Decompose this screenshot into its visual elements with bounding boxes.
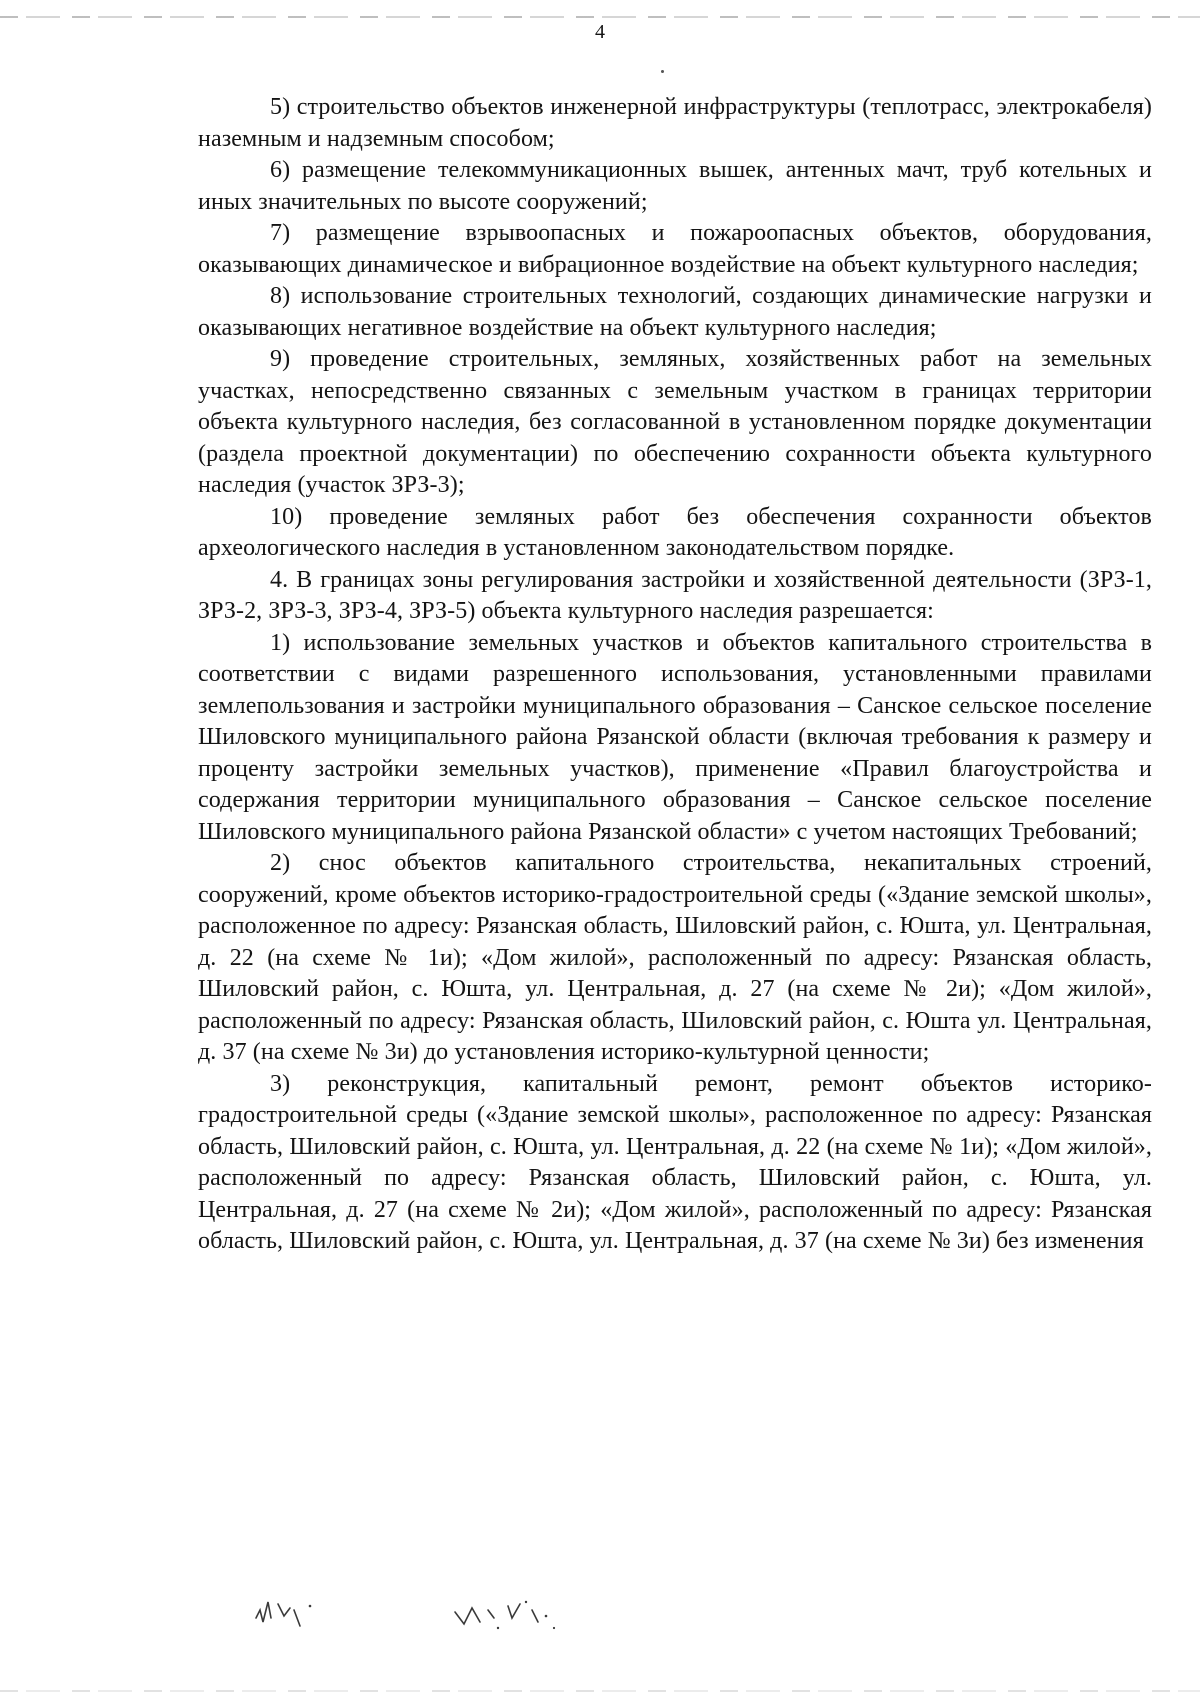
paragraph-item-6: 6) размещение телекоммуникационных вышек, антенных мачт, труб котельных и иных значительных по высоте сооружений; bbox=[198, 157, 1152, 215]
page-number: 4 bbox=[595, 21, 605, 43]
document-body bbox=[198, 92, 1152, 1258]
paragraph-permitted-3: 3) реконструкция, капитальный ремонт, ремонт объектов историко-градостроительной среды («Здание земской школы», расположенное по адресу: Рязанская область, Шиловский район, с. Юшта, ул. Центральная, д. 22 (на схеме № 1и); «Дом жилой», расположенный по адресу: Рязанская область, Шиловский район, с. Юшта, ул. Центральная, д. 27 (на схеме № 2и); «Дом жилой», расположенный по адресу: Рязанская область, Шиловский район, с. Юшта, ул. Центральная, д. 37 (на схеме № 3и) без изменения bbox=[198, 1070, 1152, 1254]
paragraph-section-4: 4. В границах зоны регулирования застройки и хозяйственной деятельности (ЗРЗ-1, ЗРЗ-2, ЗРЗ-3, ЗРЗ-4, ЗРЗ-5) объекта культурного наследия разрешается: bbox=[198, 566, 1152, 624]
scan-edge-bottom bbox=[0, 1690, 1200, 1692]
paragraph-item-5: 5) строительство объектов инженерной инфраструктуры (теплотрасс, электрокабеля) наземным и надземным способом; bbox=[198, 94, 1152, 152]
paragraph-permitted-2: 2) снос объектов капитального строительства, некапитальных строений, сооружений, кроме объектов историко-градостроительной среды («Здание земской школы», расположенное по адресу: Рязанская область, Шиловский район, с. Юшта, ул. Центральная, д. 22 (на схеме № 1и); «Дом жилой», расположенный по адресу: Рязанская область, Шиловский район, с. Юшта, ул. Центральная, д. 27 (на схеме № 2и); «Дом жилой», расположенный по адресу: Рязанская область, Шиловский район, с. Юшта ул. Центральная, д. 37 (на схеме № 3и) до установления историко-культурной ценности; bbox=[198, 850, 1152, 1065]
scan-dot bbox=[661, 70, 664, 73]
scan-edge-top bbox=[0, 16, 1200, 18]
handwritten-initials bbox=[250, 1588, 670, 1638]
paragraph-item-10: 10) проведение земляных работ без обеспечения сохранности объектов археологического наследия в установленном законодательством порядке. bbox=[198, 503, 1152, 561]
paragraph-permitted-1: 1) использование земельных участков и объектов капитального строительства в соответствии с видами разрешенного использования, установленными правилами землепользования и застройки муниципального образования – Санское сельское поселение Шиловского муниципального района Рязанской области (включая требования к размеру и проценту застройки земельных участков), применение «Правил благоустройства и содержания территории муниципального образования – Санское сельское поселение Шиловского муниципального района Рязанской области» с учетом настоящих Требований; bbox=[198, 629, 1152, 845]
paragraph-item-8: 8) использование строительных технологий, создающих динамические нагрузки и оказывающих негативное воздействие на объект культурного наследия; bbox=[198, 283, 1152, 341]
paragraph-item-9: 9) проведение строительных, земляных, хозяйственных работ на земельных участках, непосредственно связанных с земельным участком в границах территории объекта культурного наследия, без согласованной в установленном порядке документации (раздела проектной документации) по обеспечению сохранности объекта культурного наследия (участок ЗРЗ-3); bbox=[198, 346, 1152, 498]
paragraph-item-7: 7) размещение взрывоопасных и пожароопасных объектов, оборудования, оказывающих динамическое и вибрационное воздействие на объект культурного наследия; bbox=[198, 220, 1152, 278]
